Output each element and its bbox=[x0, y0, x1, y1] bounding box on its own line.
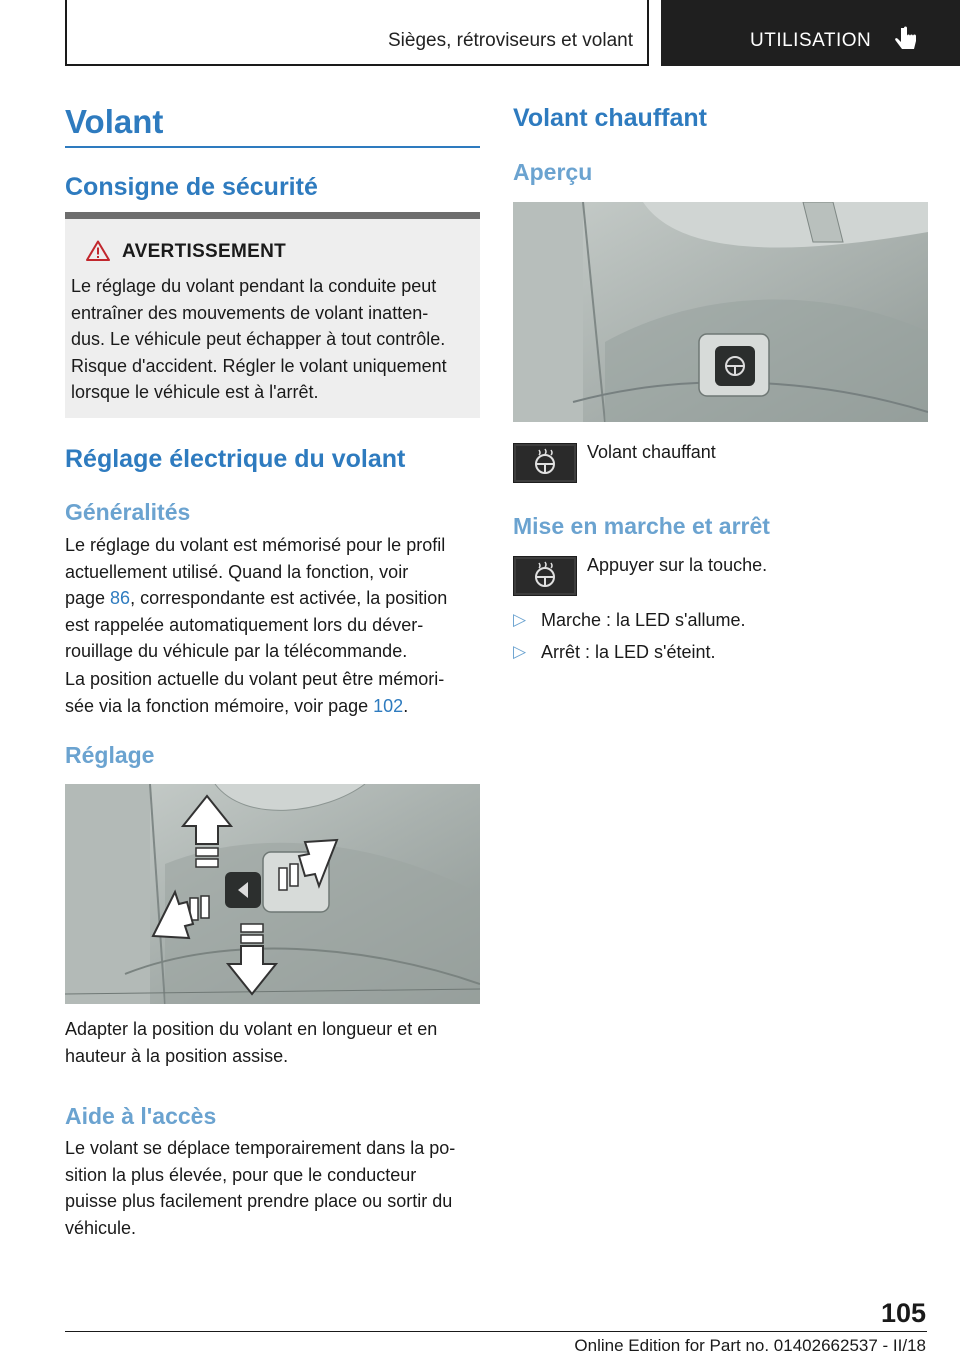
text-fragment: sée via la fonction mémoire, voir page bbox=[65, 695, 374, 716]
steering-adjust-photo bbox=[65, 784, 480, 1004]
header-chapter-box bbox=[65, 0, 649, 66]
adjust-caption bbox=[65, 1016, 480, 1069]
text-line: Le volant se déplace temporairement dans la po- bbox=[65, 1138, 456, 1158]
text-line: Le réglage du volant est mémorisé pour le profil bbox=[65, 535, 446, 555]
text-line: Adapter la position du volant en longueur et en bbox=[65, 1019, 438, 1039]
warning-text bbox=[71, 273, 476, 406]
heated-wheel-photo bbox=[513, 202, 928, 422]
page-title: Volant bbox=[65, 103, 164, 140]
bullet-marker: ▷ bbox=[513, 642, 527, 661]
steering-adjust-illustration bbox=[65, 784, 480, 1004]
text-line: sition la plus élevée, pour que le conducteur bbox=[65, 1164, 417, 1185]
general-paragraph-2 bbox=[65, 666, 480, 719]
warning-line: dus. Le véhicule peut échapper à tout contrôle. bbox=[71, 329, 446, 349]
text-fragment: . bbox=[403, 695, 409, 716]
footer-divider bbox=[65, 1331, 927, 1332]
access-paragraph bbox=[65, 1135, 480, 1241]
text-line: est rappelée automatiquement lors du déver- bbox=[65, 614, 424, 635]
text-line: véhicule. bbox=[65, 1217, 137, 1238]
text-fragment: page bbox=[65, 588, 111, 608]
pointing-hand-icon bbox=[893, 26, 919, 54]
general-heading: Généralités bbox=[65, 499, 191, 525]
bullet-marker: ▷ bbox=[513, 610, 527, 629]
warning-line: entraîner des mouvements de volant inatten- bbox=[71, 302, 429, 323]
warning-triangle-icon bbox=[86, 240, 110, 261]
text-line: actuellement utilisé. Quand la fonction, voir bbox=[65, 561, 409, 582]
electric-adjust-heading: Réglage électrique du volant bbox=[65, 445, 406, 473]
general-paragraph-1 bbox=[65, 532, 480, 665]
onoff-instruction: Appuyer sur la touche. bbox=[587, 555, 768, 575]
text-line: puisse plus facilement prendre place ou sortir du bbox=[65, 1191, 453, 1211]
access-heading: Aide à l'accès bbox=[65, 1103, 217, 1129]
warning-line: Le réglage du volant pendant la conduite peut bbox=[71, 276, 437, 296]
heated-steering-wheel-icon bbox=[513, 556, 577, 596]
header-section-box bbox=[661, 0, 960, 66]
overview-heading: Aperçu bbox=[513, 159, 593, 185]
onoff-heading: Mise en marche et arrêt bbox=[513, 513, 770, 539]
title-divider bbox=[65, 146, 480, 148]
edition-note: Online Edition for Part no. 01402662537 - II/18 bbox=[574, 1336, 926, 1355]
page-link-102[interactable]: 102 bbox=[373, 695, 404, 716]
bullet-off: Arrêt : la LED s'éteint. bbox=[541, 642, 716, 662]
warning-line: lorsque le véhicule est à l'arrêt. bbox=[71, 382, 319, 402]
bullet-on: Marche : la LED s'allume. bbox=[541, 610, 746, 630]
text-line bbox=[65, 693, 480, 720]
warning-line: Risque d'accident. Régler le volant uniquement bbox=[71, 355, 447, 376]
warning-title: AVERTISSEMENT bbox=[122, 241, 287, 262]
heated-steering-wheel-icon bbox=[513, 443, 577, 483]
page-link-86[interactable]: 86 bbox=[110, 588, 131, 608]
safety-heading: Consigne de sécurité bbox=[65, 173, 318, 201]
heated-wheel-label: Volant chauffant bbox=[587, 442, 716, 462]
adjust-heading: Réglage bbox=[65, 742, 155, 768]
section-title: UTILISATION bbox=[750, 30, 872, 51]
page-number: 105 bbox=[880, 1298, 926, 1328]
chapter-title: Sièges, rétroviseurs et volant bbox=[387, 30, 633, 51]
text-line: rouillage du véhicule par la télécommande. bbox=[65, 641, 408, 661]
heated-wheel-illustration bbox=[513, 202, 928, 422]
heated-wheel-heading: Volant chauffant bbox=[513, 104, 707, 132]
text-line bbox=[65, 585, 480, 612]
text-line: La position actuelle du volant peut être mémori- bbox=[65, 669, 445, 689]
text-line: hauteur à la position assise. bbox=[65, 1045, 289, 1066]
text-fragment: , correspondante est activée, la position bbox=[130, 588, 448, 608]
